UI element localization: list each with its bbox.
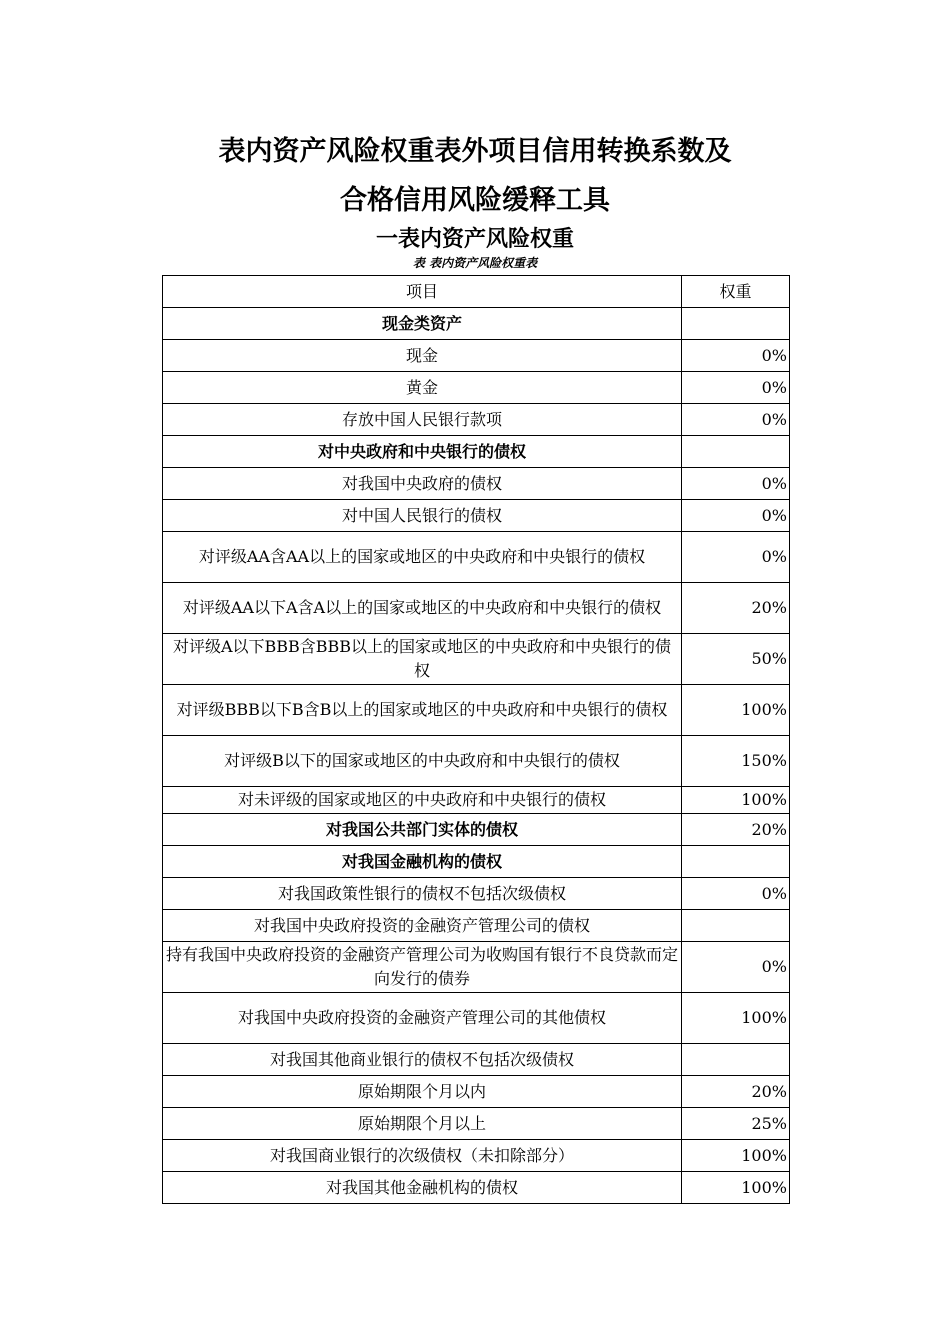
row-item: 对评级AA含AA以上的国家或地区的中央政府和中央银行的债权 — [163, 532, 682, 583]
section-heading: 一表内资产风险权重 — [375, 227, 574, 252]
table-row — [163, 736, 790, 787]
header-weight: 权重 — [682, 276, 790, 308]
row-item: 对我国政策性银行的债权不包括次级债权 — [163, 878, 682, 910]
row-weight — [682, 1044, 790, 1076]
row-weight: 100% — [682, 1172, 790, 1204]
row-weight: 0% — [682, 500, 790, 532]
table-row — [163, 1140, 790, 1172]
table-row — [163, 910, 790, 942]
row-weight: 0% — [682, 372, 790, 404]
table-row — [163, 993, 790, 1044]
document-title-line1: 表内资产风险权重表外项目信用转换系数及 — [218, 136, 732, 167]
row-item: 黄金 — [163, 372, 682, 404]
risk-weight-table — [162, 275, 790, 1204]
table-row — [163, 308, 790, 340]
row-item: 对评级BBB以下B含B以上的国家或地区的中央政府和中央银行的债权 — [163, 685, 682, 736]
row-item: 原始期限个月以上 — [163, 1108, 682, 1140]
table-header-row — [163, 276, 790, 308]
table-row — [163, 878, 790, 910]
table-row — [163, 942, 790, 993]
table-row — [163, 1108, 790, 1140]
table-row — [163, 532, 790, 583]
table-row — [163, 814, 790, 846]
header-item: 项目 — [163, 276, 682, 308]
row-item: 对评级AA以下A含A以上的国家或地区的中央政府和中央银行的债权 — [163, 583, 682, 634]
row-weight: 0% — [682, 404, 790, 436]
row-weight: 20% — [682, 814, 790, 846]
table-row — [163, 846, 790, 878]
row-item: 对中央政府和中央银行的债权 — [163, 436, 682, 468]
row-item: 对我国中央政府的债权 — [163, 468, 682, 500]
row-item: 对评级B以下的国家或地区的中央政府和中央银行的债权 — [163, 736, 682, 787]
row-weight — [682, 910, 790, 942]
row-weight — [682, 846, 790, 878]
table-row — [163, 340, 790, 372]
row-item: 原始期限个月以内 — [163, 1076, 682, 1108]
table-row — [163, 372, 790, 404]
table-row — [163, 787, 790, 814]
row-item: 对未评级的国家或地区的中央政府和中央银行的债权 — [163, 787, 682, 814]
table-row — [163, 1044, 790, 1076]
row-item: 对中国人民银行的债权 — [163, 500, 682, 532]
row-weight: 20% — [682, 1076, 790, 1108]
row-item: 对我国其他商业银行的债权不包括次级债权 — [163, 1044, 682, 1076]
row-item: 对评级A以下BBB含BBB以上的国家或地区的中央政府和中央银行的债权 — [163, 634, 682, 685]
row-item: 现金类资产 — [163, 308, 682, 340]
row-weight: 100% — [682, 685, 790, 736]
row-item: 现金 — [163, 340, 682, 372]
row-weight: 20% — [682, 583, 790, 634]
row-weight: 25% — [682, 1108, 790, 1140]
table-row — [163, 468, 790, 500]
row-weight: 150% — [682, 736, 790, 787]
table-row — [163, 500, 790, 532]
row-weight: 0% — [682, 468, 790, 500]
table-row — [163, 436, 790, 468]
row-weight: 0% — [682, 340, 790, 372]
row-item: 对我国金融机构的债权 — [163, 846, 682, 878]
row-weight: 50% — [682, 634, 790, 685]
row-item: 对我国中央政府投资的金融资产管理公司的其他债权 — [163, 993, 682, 1044]
table-row — [163, 1172, 790, 1204]
row-item: 对我国商业银行的次级债权（未扣除部分） — [163, 1140, 682, 1172]
row-weight: 0% — [682, 532, 790, 583]
row-weight: 100% — [682, 993, 790, 1044]
table-row — [163, 583, 790, 634]
row-item: 对我国中央政府投资的金融资产管理公司的债权 — [163, 910, 682, 942]
table-row — [163, 1076, 790, 1108]
table-row — [163, 404, 790, 436]
table-row — [163, 685, 790, 736]
row-weight: 0% — [682, 878, 790, 910]
row-item: 对我国其他金融机构的债权 — [163, 1172, 682, 1204]
document-title-line2: 合格信用风险缓释工具 — [340, 185, 610, 216]
table-caption: 表 表内资产风险权重表 — [412, 256, 538, 270]
table-row — [163, 634, 790, 685]
row-weight: 100% — [682, 787, 790, 814]
row-weight: 100% — [682, 1140, 790, 1172]
row-item: 存放中国人民银行款项 — [163, 404, 682, 436]
row-item: 对我国公共部门实体的债权 — [163, 814, 682, 846]
row-item: 持有我国中央政府投资的金融资产管理公司为收购国有银行不良贷款而定向发行的债券 — [163, 942, 682, 993]
row-weight — [682, 436, 790, 468]
row-weight: 0% — [682, 942, 790, 993]
row-weight — [682, 308, 790, 340]
